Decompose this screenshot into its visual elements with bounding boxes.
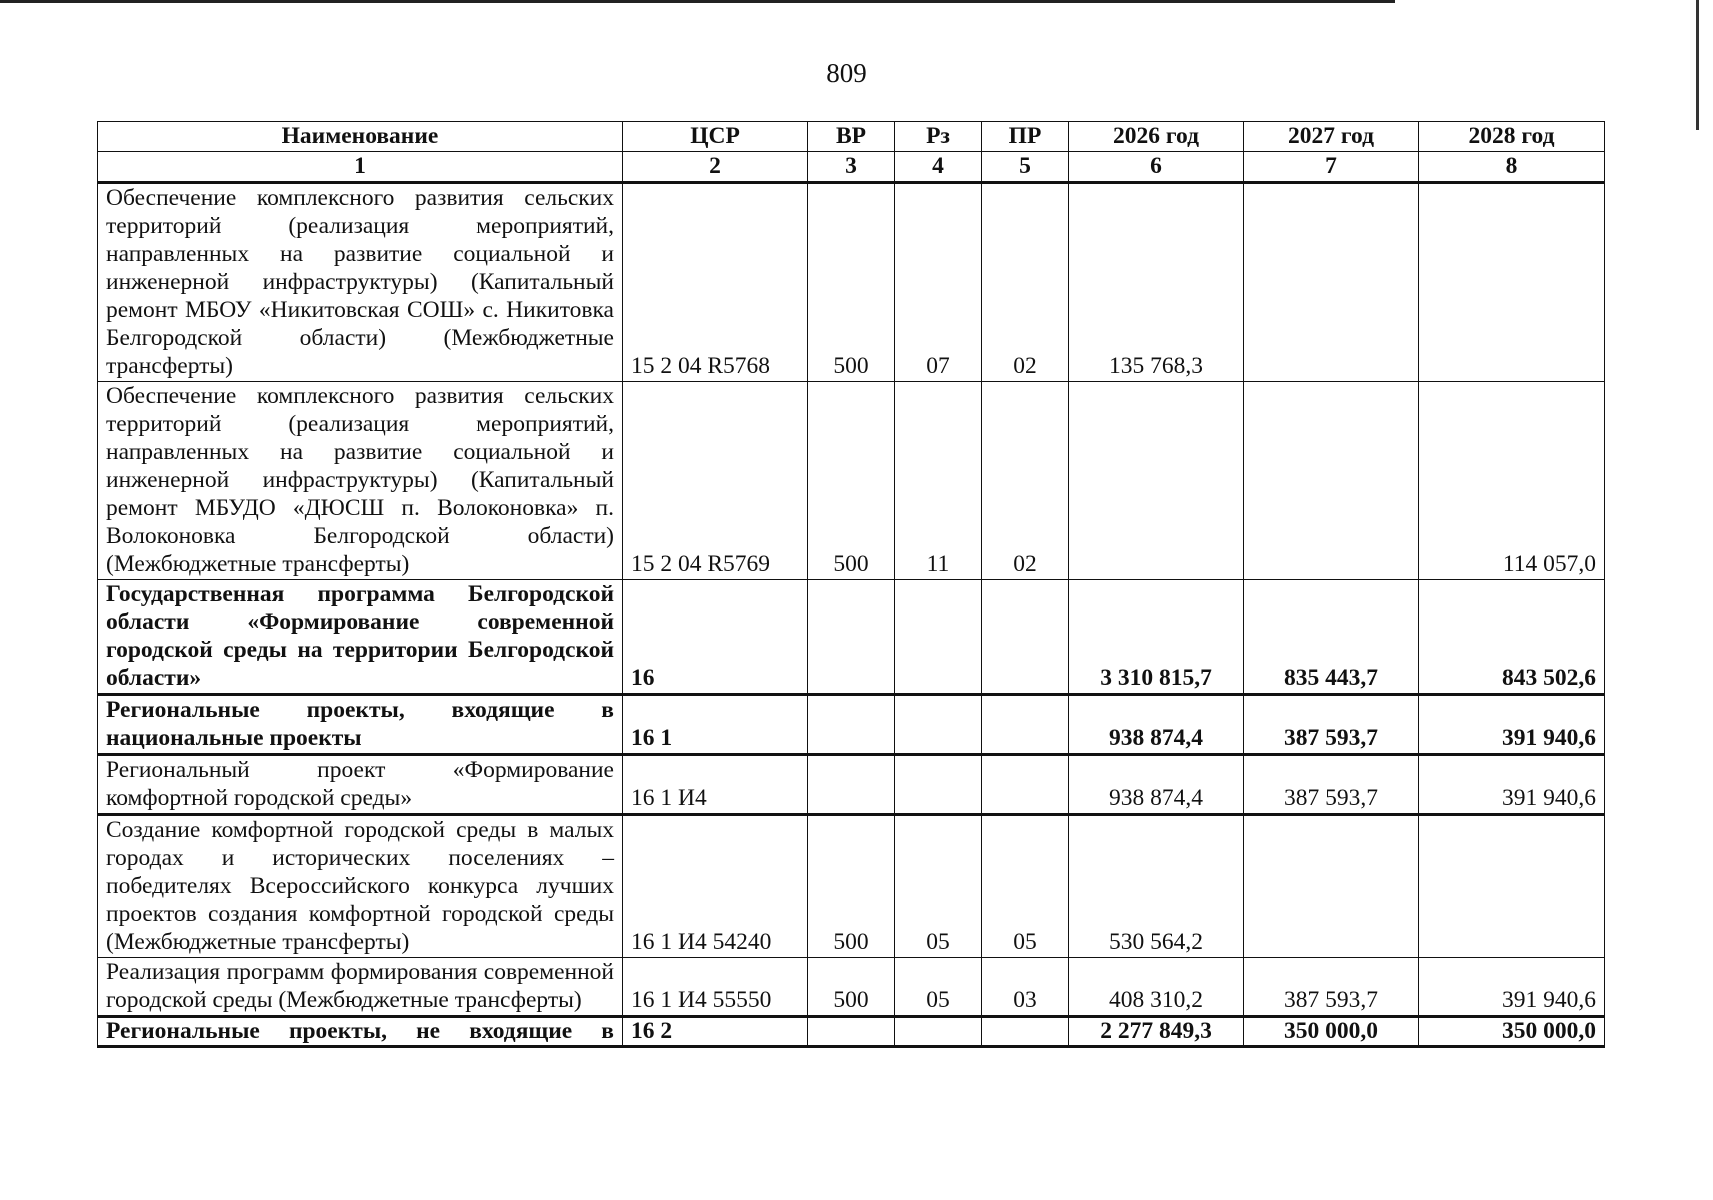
row-csr: 16 1	[623, 695, 808, 755]
table-row	[98, 580, 1605, 695]
row-2028: 350 000,0	[1419, 1017, 1605, 1047]
header-vr: ВР	[808, 122, 895, 152]
row-2028: 114 057,0	[1419, 382, 1605, 580]
header-2028: 2028 год	[1419, 122, 1605, 152]
row-2027: 350 000,0	[1244, 1017, 1419, 1047]
table-row	[98, 815, 1605, 958]
table-row	[98, 755, 1605, 815]
page-number: 809	[826, 58, 867, 88]
row-name: Региональный проект «Формирование комфортной городской среды»	[98, 755, 623, 815]
row-name: Создание комфортной городской среды в малых городах и исторических поселениях – победителях Всероссийского конкурса лучших проектов создания комфортной городской среды (Межбюджетные трансферты)	[98, 815, 623, 958]
table-row	[98, 1017, 1605, 1047]
row-name: Реализация программ формирования современной городской среды (Межбюджетные трансферты)	[98, 958, 623, 1017]
column-number: 8	[1419, 152, 1605, 183]
row-2026: 530 564,2	[1069, 815, 1244, 958]
row-2026: 938 874,4	[1069, 755, 1244, 815]
row-2028: 391 940,6	[1419, 695, 1605, 755]
row-pr: 02	[982, 183, 1069, 382]
column-number: 3	[808, 152, 895, 183]
row-2026: 135 768,3	[1069, 183, 1244, 382]
row-rz: 05	[895, 815, 982, 958]
row-pr	[982, 580, 1069, 695]
row-2026: 938 874,4	[1069, 695, 1244, 755]
row-name: Обеспечение комплексного развития сельских территорий (реализация мероприятий, направленных на развитие социальной и инженерной инфраструктуры) (Капитальный ремонт МБОУ «Никитовская СОШ» с. Никитовка Белгородской области) (Межбюджетные трансферты)	[98, 183, 623, 382]
top-border-line	[0, 0, 1395, 3]
row-rz	[895, 1017, 982, 1047]
row-pr: 03	[982, 958, 1069, 1017]
row-csr: 16 1 И4 54240	[623, 815, 808, 958]
row-rz	[895, 695, 982, 755]
table-row	[98, 695, 1605, 755]
row-2028	[1419, 183, 1605, 382]
row-rz	[895, 755, 982, 815]
row-2027: 387 593,7	[1244, 695, 1419, 755]
row-2027: 387 593,7	[1244, 958, 1419, 1017]
row-name: Региональные проекты, входящие в национальные проекты	[98, 695, 623, 755]
row-rz	[895, 580, 982, 695]
budget-table	[97, 121, 1605, 1048]
column-number-row	[98, 152, 1605, 183]
column-number: 1	[98, 152, 623, 183]
row-pr	[982, 755, 1069, 815]
header-2026: 2026 год	[1069, 122, 1244, 152]
row-csr: 16	[623, 580, 808, 695]
row-vr: 500	[808, 815, 895, 958]
row-vr	[808, 580, 895, 695]
row-vr: 500	[808, 958, 895, 1017]
column-number: 5	[982, 152, 1069, 183]
row-2028: 391 940,6	[1419, 755, 1605, 815]
row-2026: 3 310 815,7	[1069, 580, 1244, 695]
column-number: 4	[895, 152, 982, 183]
row-pr: 05	[982, 815, 1069, 958]
row-vr	[808, 755, 895, 815]
header-rz: Рз	[895, 122, 982, 152]
row-rz: 11	[895, 382, 982, 580]
header-2027: 2027 год	[1244, 122, 1419, 152]
row-vr: 500	[808, 183, 895, 382]
row-vr: 500	[808, 382, 895, 580]
header-pr: ПР	[982, 122, 1069, 152]
table-row	[98, 382, 1605, 580]
column-number: 2	[623, 152, 808, 183]
row-2026: 408 310,2	[1069, 958, 1244, 1017]
row-vr	[808, 695, 895, 755]
header-row	[98, 122, 1605, 152]
row-pr: 02	[982, 382, 1069, 580]
row-2028: 843 502,6	[1419, 580, 1605, 695]
row-2027: 387 593,7	[1244, 755, 1419, 815]
table-row	[98, 958, 1605, 1017]
row-2028	[1419, 815, 1605, 958]
row-pr	[982, 695, 1069, 755]
row-pr	[982, 1017, 1069, 1047]
row-2028: 391 940,6	[1419, 958, 1605, 1017]
header-name: Наименование	[98, 122, 623, 152]
header-csr: ЦСР	[623, 122, 808, 152]
row-rz: 05	[895, 958, 982, 1017]
row-2027: 835 443,7	[1244, 580, 1419, 695]
row-2027	[1244, 183, 1419, 382]
column-number: 7	[1244, 152, 1419, 183]
column-number: 6	[1069, 152, 1244, 183]
table-row	[98, 183, 1605, 382]
right-edge-mark	[1696, 0, 1699, 130]
row-2026	[1069, 382, 1244, 580]
row-2027	[1244, 382, 1419, 580]
row-vr	[808, 1017, 895, 1047]
row-name: Обеспечение комплексного развития сельских территорий (реализация мероприятий, направленных на развитие социальной и инженерной инфраструктуры) (Капитальный ремонт МБУДО «ДЮСШ п. Волоконовка» п. Волоконовка Белгородской области) (Межбюджетные трансферты)	[98, 382, 623, 580]
row-csr: 15 2 04 R5769	[623, 382, 808, 580]
row-csr: 15 2 04 R5768	[623, 183, 808, 382]
row-rz: 07	[895, 183, 982, 382]
row-2027	[1244, 815, 1419, 958]
row-csr: 16 1 И4 55550	[623, 958, 808, 1017]
row-csr: 16 1 И4	[623, 755, 808, 815]
row-csr: 16 2	[623, 1017, 808, 1047]
row-2026: 2 277 849,3	[1069, 1017, 1244, 1047]
row-name: Региональные проекты, не входящие в	[98, 1017, 623, 1047]
row-name: Государственная программа Белгородской области «Формирование современной городской среды на территории Белгородской области»	[98, 580, 623, 695]
